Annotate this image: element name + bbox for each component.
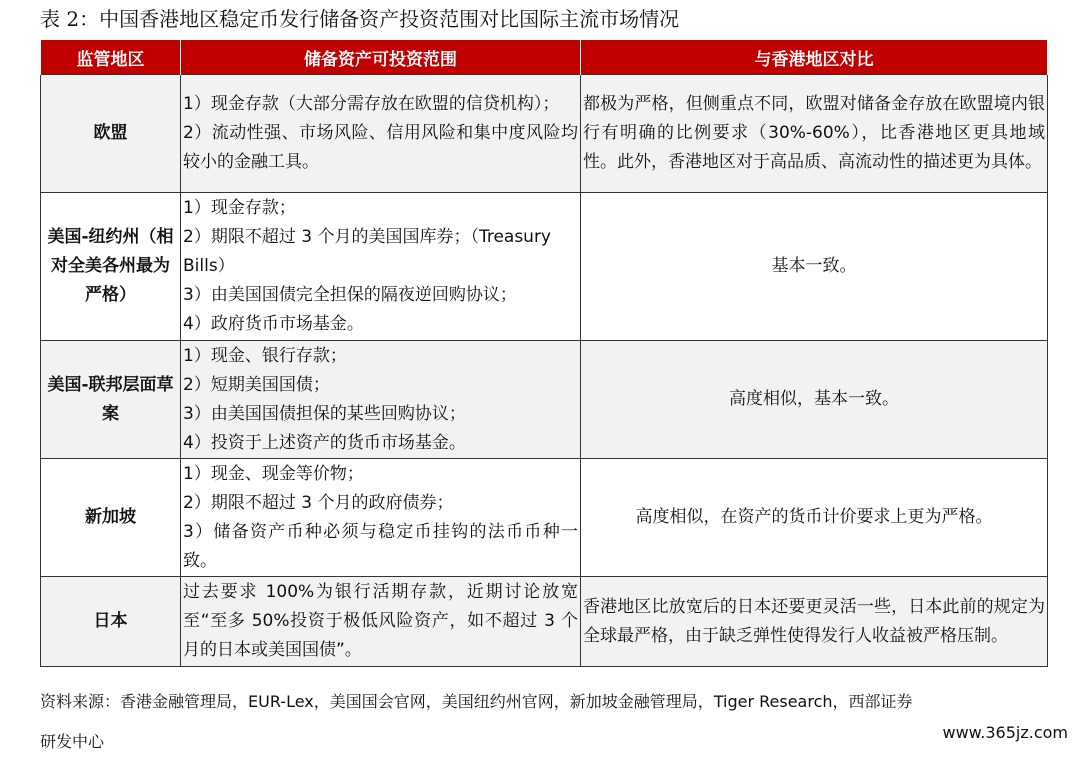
scope-item: 4）政府货币市场基金。 — [183, 314, 364, 334]
table-row — [41, 193, 1048, 341]
scope-item: 3）由美国国债担保的某些回购协议； — [183, 403, 466, 424]
region-cell: 美国-联邦层面草案 — [41, 341, 181, 459]
region-cell: 欧盟 — [41, 75, 181, 193]
scope-cell — [181, 459, 581, 577]
scope-cell — [181, 341, 581, 459]
header-row — [41, 40, 1048, 75]
header-comparison: 与香港地区对比 — [581, 40, 1048, 75]
scope-item: 1）现金、现金等价物； — [183, 463, 364, 484]
region-cell: 日本 — [41, 577, 181, 667]
scope-item: 2）期限不超过 3 个月的美国国库券；（Treasury Bills） — [183, 227, 551, 276]
watermark: www.365jz.com — [942, 723, 1068, 742]
comparison-cell: 香港地区比放宽后的日本还要更灵活一些，日本此前的规定为全球最严格，由于缺乏弹性使得发行人收益被严格压制。 — [581, 577, 1048, 667]
source-line-1: 资料来源：香港金融管理局，EUR-Lex，美国国会官网，美国纽约州官网，新加坡金融管理局，Tiger Research，西部证券 — [40, 692, 913, 711]
scope-item: 3）由美国国债完全担保的隔夜逆回购协议； — [183, 285, 517, 305]
scope-item: 1）现金、银行存款； — [183, 345, 347, 366]
scope-item: 1）现金存款（大部分需存放在欧盟的信贷机构）； — [183, 94, 560, 114]
header-scope: 储备资产可投资范围 — [181, 40, 581, 75]
comparison-table — [40, 40, 1048, 667]
table-row — [41, 459, 1048, 577]
source-line-2: 研发中心 — [40, 732, 105, 751]
scope-item: 3）储备资产币种必须与稳定币挂钩的法币币种一致。 — [183, 521, 578, 571]
scope-item: 2）期限不超过 3 个月的政府债券； — [183, 492, 454, 513]
comparison-cell: 基本一致。 — [581, 193, 1048, 341]
table-row — [41, 75, 1048, 193]
scope-item: 2）流动性强、市场风险、信用风险和集中度风险均较小的金融工具。 — [183, 123, 578, 172]
table-row — [41, 341, 1048, 459]
comparison-cell: 都极为严格，但侧重点不同，欧盟对储备金存放在欧盟境内银行有明确的比例要求（30%-60%），比香港地区更具地域性。此外，香港地区对于高品质、高流动性的描述更为具体。 — [581, 75, 1048, 193]
scope-item: 过去要求 100%为银行活期存款，近期讨论放宽至“至多 50%投资于极低风险资产，如不超过 3 个月的日本或美国国债”。 — [183, 582, 578, 660]
scope-item: 2）短期美国国债； — [183, 374, 330, 395]
table-row — [41, 577, 1048, 667]
comparison-cell: 高度相似，在资产的货币计价要求上更为严格。 — [581, 459, 1048, 577]
scope-cell — [181, 577, 581, 667]
header-region: 监管地区 — [41, 40, 181, 75]
source-note — [40, 682, 1040, 762]
scope-cell — [181, 193, 581, 341]
scope-cell — [181, 75, 581, 193]
table-title: 表 2：中国香港地区稳定币发行储备资产投资范围对比国际主流市场情况 — [40, 7, 680, 31]
scope-item: 1）现金存款； — [183, 198, 296, 218]
region-cell: 美国-纽约州（相对全美各州最为严格） — [41, 193, 181, 341]
region-cell: 新加坡 — [41, 459, 181, 577]
scope-item: 4）投资于上述资产的货币市场基金。 — [183, 432, 466, 453]
comparison-cell: 高度相似，基本一致。 — [581, 341, 1048, 459]
